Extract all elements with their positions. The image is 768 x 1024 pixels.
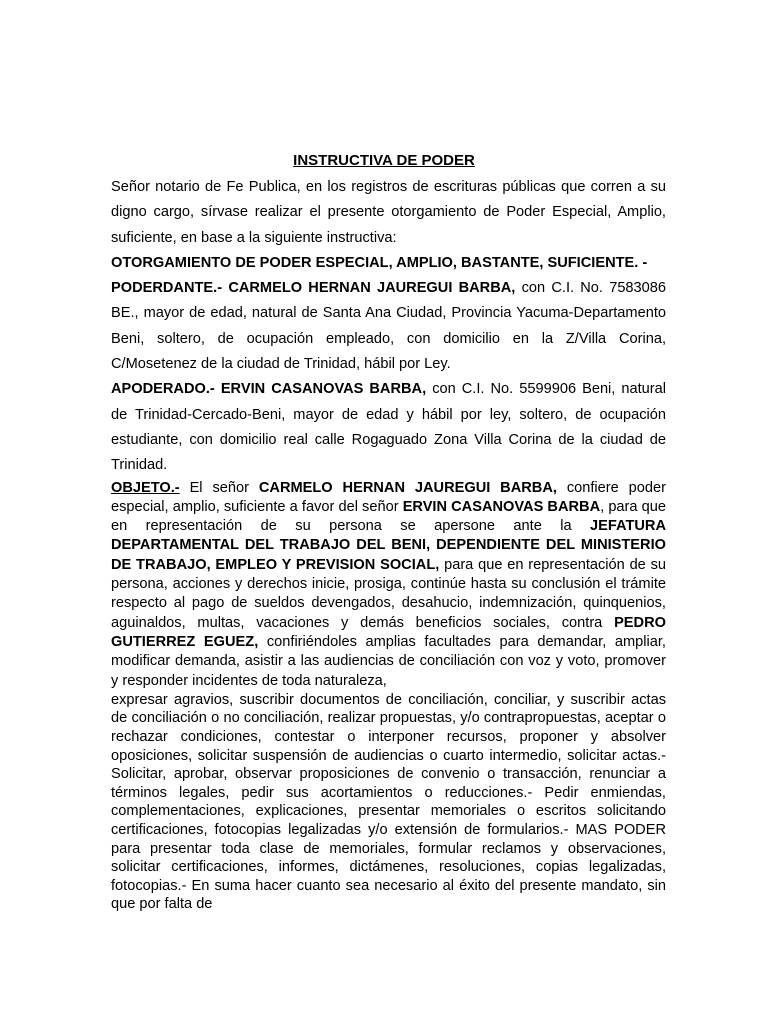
objeto-text-1: El señor [189,479,249,496]
poderdante-paragraph [111,276,666,377]
apoderado-name: ERVIN CASANOVAS BARBA, [220,381,427,398]
objeto-text-2: confiere poder especial, amplio, suficiente a favor del señor [111,479,666,515]
document-body [111,175,666,914]
objeto-name-1: CARMELO HERNAN JAUREGUI BARBA, [258,479,557,496]
poderdante-label: PODERDANTE.- [111,280,223,297]
grant-heading [111,251,666,276]
intro-paragraph: Señor notario de Fe Publica, en los registros de escrituras públicas que corren a su digno cargo, sírvase realizar el presente otorgamiento de Poder Especial, Amplio, suficiente, en base a la siguiente instructiva: [111,179,666,246]
objeto-text-3: , para que en representación de su persona se apersone ante la [111,498,666,535]
objeto-entity: JEFATURA DEPARTAMENTAL DEL TRABAJO DEL BENI, DEPENDIENTE DEL MINISTERIO DE TRABAJO, EMPLEO Y PREVISION SOCIAL, [111,518,666,573]
poderdante-name: CARMELO HERNAN JAUREGUI BARBA, [228,280,516,297]
objeto-paragraph [111,479,666,691]
apoderado-paragraph [111,377,666,478]
objeto-text-5: confiriéndoles amplias facultades para demandar, ampliar, modificar demanda, asistir a las audiencias de conciliación con voz y voto, promover y responder incidentes de toda naturaleza, [111,633,666,689]
objeto-name-3: PEDRO GUTIERREZ EGUEZ, [111,614,666,650]
poderdante-text: con C.I. No. 7583086 BE., mayor de edad, natural de Santa Ana Ciudad, Provincia Yacuma-Departamento Beni, soltero, de ocupación empleado, con domicilio en la Z/Villa Corina, C/Mosetenez de la ciudad de Trinidad, hábil por Ley. [111,280,667,373]
objeto-continuation: expresar agravios, suscribir documentos de conciliación, conciliar, y suscribir actas de conciliación o no conciliación, realizar propuestas, y/o contrapropuestas, aceptar o rechazar condiciones, contestar o interponer recursos, proponer y absolver oposiciones, solicitar suspensión de audiencias o cuarto intermedio, solicitar actas.- Solicitar, aprobar, observar proposiciones de convenio o transacción, renunciar a términos legales, pedir sus acortamientos o reducciones.- Pedir enmiendas, complementaciones, explicaciones, presentar memoriales o escritos solicitando certificaciones, fotocopias legalizadas y/o extensión de formularios.- MAS PODER para presentar toda clase de memoriales, formular reclamos y observaciones, solicitar certificaciones, informes, dictámenes, resoluciones, copias legalizadas, fotocopias.- En suma hacer cuanto sea necesario al éxito del presente mandato, sin que por falta de [111,691,666,913]
objeto-name-2: ERVIN CASANOVAS BARBA [402,498,601,515]
grant-heading-text: OTORGAMIENTO DE PODER ESPECIAL, AMPLIO, BASTANTE, SUFICIENTE. - [111,254,648,271]
objeto-text-4: para que en representación de su persona, acciones y derechos inicie, prosiga, continúe hasta su conclusión el trámite respecto al pago de sueldos devengados, desahucio, indemnización, quinquenios, aguinaldos, multas, vacaciones y demás beneficios sociales, contra [111,556,666,631]
document-title: INSTRUCTIVA DE PODER [293,152,475,169]
apoderado-text: con C.I. No. 5599906 Beni, natural de Trinidad-Cercado-Beni, mayor de edad y hábil por ley, soltero, de ocupación estudiante, con domicilio real calle Rogaguado Zona Villa Corina de la ciudad de Trinidad. [111,381,667,474]
objeto-label: OBJETO.- [111,479,180,496]
apoderado-label: APODERADO.- [111,381,215,398]
